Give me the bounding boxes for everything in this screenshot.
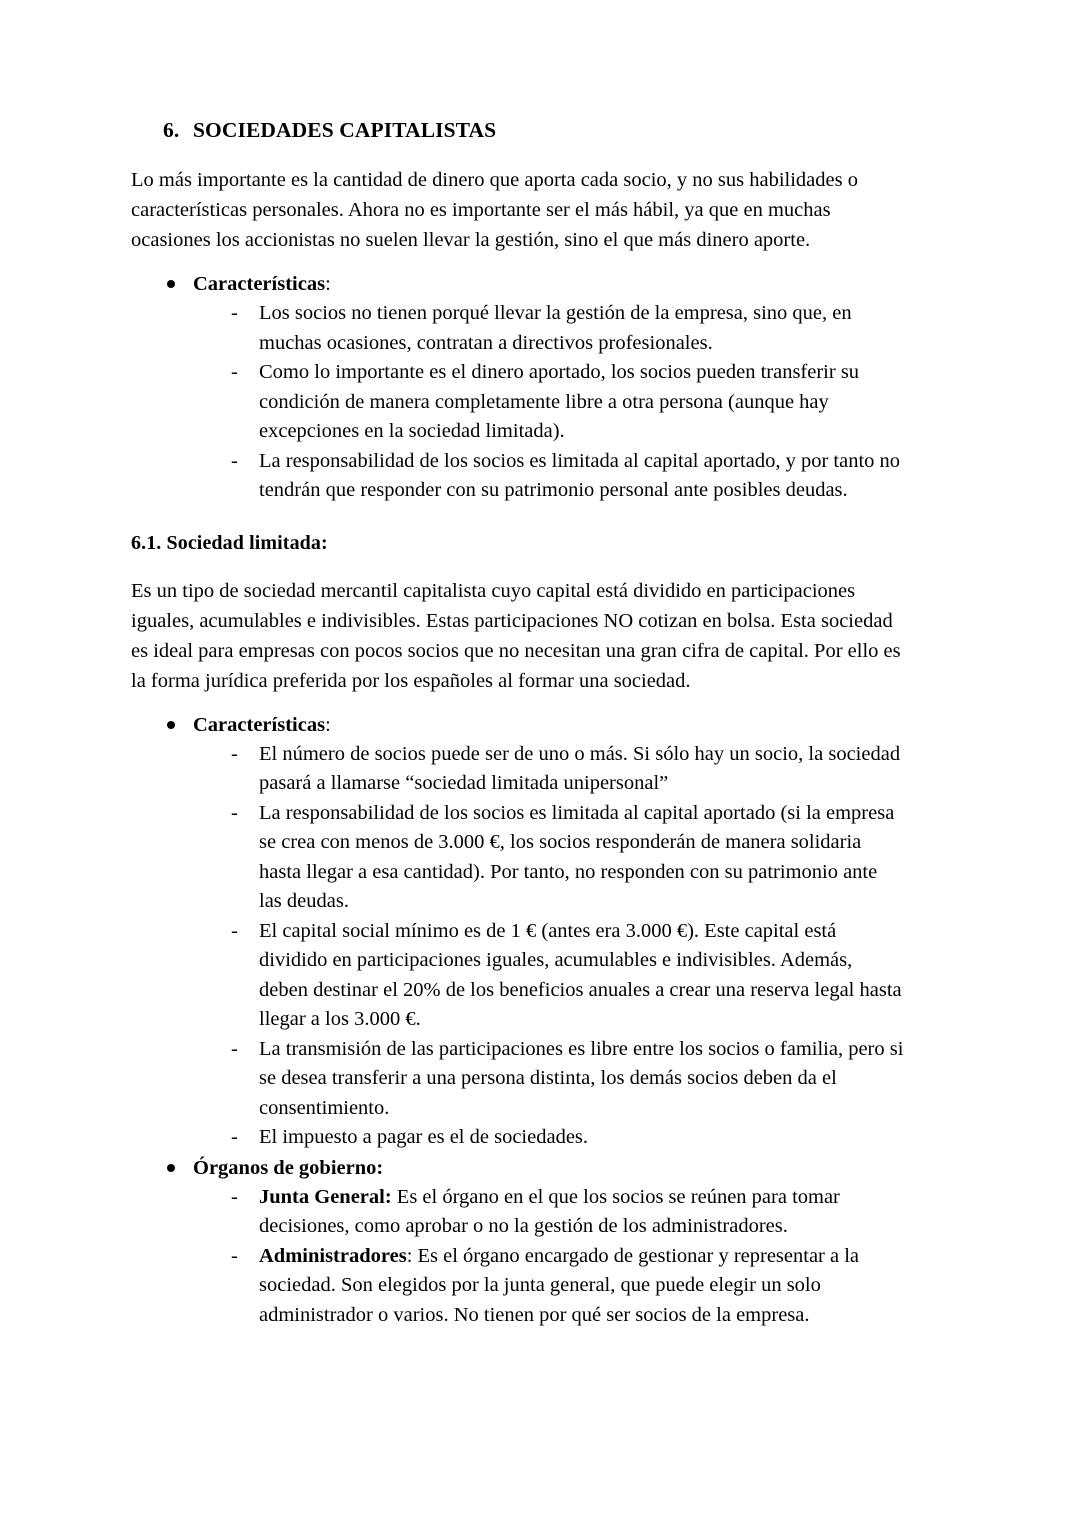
list-item-text: La responsabilidad de los socios es limitada al capital aportado, y por tanto no tendrán que responder con su patrimonio personal ante posibles deudas. [259, 449, 901, 501]
caracteristicas-1-label-colon: : [325, 273, 331, 295]
list-item [193, 917, 905, 1035]
caracteristicas-list-1 [131, 269, 905, 506]
bullet-disc-icon [167, 1164, 175, 1172]
list-item [193, 1242, 905, 1331]
list-item [193, 799, 905, 917]
caracteristicas-list-2 [131, 710, 905, 1331]
list-item-text: Como lo importante es el dinero aportado, los socios pueden transferir su condición de manera completamente libre a otra persona (aunque hay excepciones en la sociedad limitada). [259, 361, 860, 442]
caracteristicas-1-sublist [193, 299, 905, 506]
dash-marker-icon: - [231, 1037, 238, 1060]
list-item-text: El capital social mínimo es de 1 € (antes era 3.000 €). Este capital está dividido en participaciones iguales, acumulables e indivisibles. Además, deben destinar el 20% de los beneficios anuales a crear una reserva legal hasta llegar a los 3.000 €. [259, 919, 902, 1030]
list-item [193, 1183, 905, 1242]
dash-marker-icon: - [231, 1126, 238, 1148]
caracteristicas-2-label-colon: : [325, 713, 331, 736]
subsection-paragraph: Es un tipo de sociedad mercantil capitalista cuyo capital está dividido en participaciones iguales, acumulables e indivisibles. Estas participaciones NO cotizan en bolsa. Esta sociedad es ideal para empresas con pocos socios que no necesitan una gran cifra de capital. Por ello es la forma jurídica preferida por los españoles al formar una sociedad. [131, 579, 901, 692]
organos-label: Órganos de gobierno: [193, 1156, 384, 1179]
dash-marker-icon: - [231, 1185, 238, 1208]
intro-paragraph: Lo más importante es la cantidad de dinero que aporta cada socio, y no sus habilidades o características personales. Ahora no es importante ser el más hábil, ya que en muchas ocasiones los accionistas no suelen llevar la gestión, sino el que más dinero aporte. [131, 169, 858, 251]
list-item [193, 740, 905, 799]
dash-marker-icon: - [231, 742, 238, 765]
dash-marker-icon: - [231, 801, 238, 824]
caracteristicas-2-sublist [193, 740, 905, 1153]
list-item [193, 1123, 905, 1153]
bullet-disc-icon [167, 721, 175, 729]
list-item-text: Es el órgano en el que los socios se reúnen para tomar decisiones, como aprobar o no la gestión de los administradores. [259, 1185, 840, 1237]
bullet-item-organos-de-gobierno [131, 1153, 905, 1331]
dash-marker-icon: - [231, 361, 238, 383]
list-item-text: La responsabilidad de los socios es limitada al capital aportado (si la empresa se crea con menos de 3.000 €, los socios responderán de manera solidaria hasta llegar a esa cantidad). Por tanto, no responden con su patrimonio ante las deudas. [259, 801, 895, 912]
page-title [131, 118, 905, 143]
caracteristicas-1-label-text: Características [193, 273, 326, 295]
list-item-text: Los socios no tienen porqué llevar la gestión de la empresa, sino que, en muchas ocasiones, contratan a directivos profesionales. [259, 302, 852, 354]
list-item [193, 358, 905, 447]
bullet-item-caracteristicas-1 [131, 269, 905, 506]
bullet-item-caracteristicas-2 [131, 710, 905, 1153]
organos-sublist [193, 1183, 905, 1331]
caracteristicas-2-label [193, 710, 905, 740]
page-title-text: SOCIEDADES CAPITALISTAS [193, 118, 497, 142]
list-item-text: El número de socios puede ser de uno o más. Si sólo hay un socio, la sociedad pasará a llamarse “sociedad limitada unipersonal” [259, 742, 901, 794]
list-item [193, 299, 905, 358]
list-item [193, 1035, 905, 1124]
list-item [193, 447, 905, 506]
dash-marker-icon: - [231, 302, 238, 324]
dash-marker-icon: - [231, 1244, 238, 1267]
caracteristicas-1-label [193, 269, 905, 299]
page-title-number: 6. [163, 118, 180, 142]
list-item-lead: Administradores [259, 1244, 407, 1267]
list-item-text: : Es el órgano encargado de gestionar y representar a la sociedad. Son elegidos por la junta general, que puede elegir un solo administrador o varios. No tienen por qué ser socios de la empresa. [259, 1244, 860, 1326]
list-item-text: La transmisión de las participaciones es libre entre los socios o familia, pero si se desea transferir a una persona distinta, los demás socios deben da el consentimiento. [259, 1037, 904, 1119]
list-item-lead: Junta General: [259, 1185, 392, 1208]
dash-marker-icon: - [231, 449, 238, 472]
list-item-text: El impuesto a pagar es el de sociedades. [259, 1126, 589, 1148]
caracteristicas-2-label-text: Características [193, 713, 326, 736]
subsection-heading: 6.1. Sociedad limitada: [131, 531, 328, 554]
bullet-disc-icon [167, 280, 175, 288]
dash-marker-icon: - [231, 919, 238, 942]
